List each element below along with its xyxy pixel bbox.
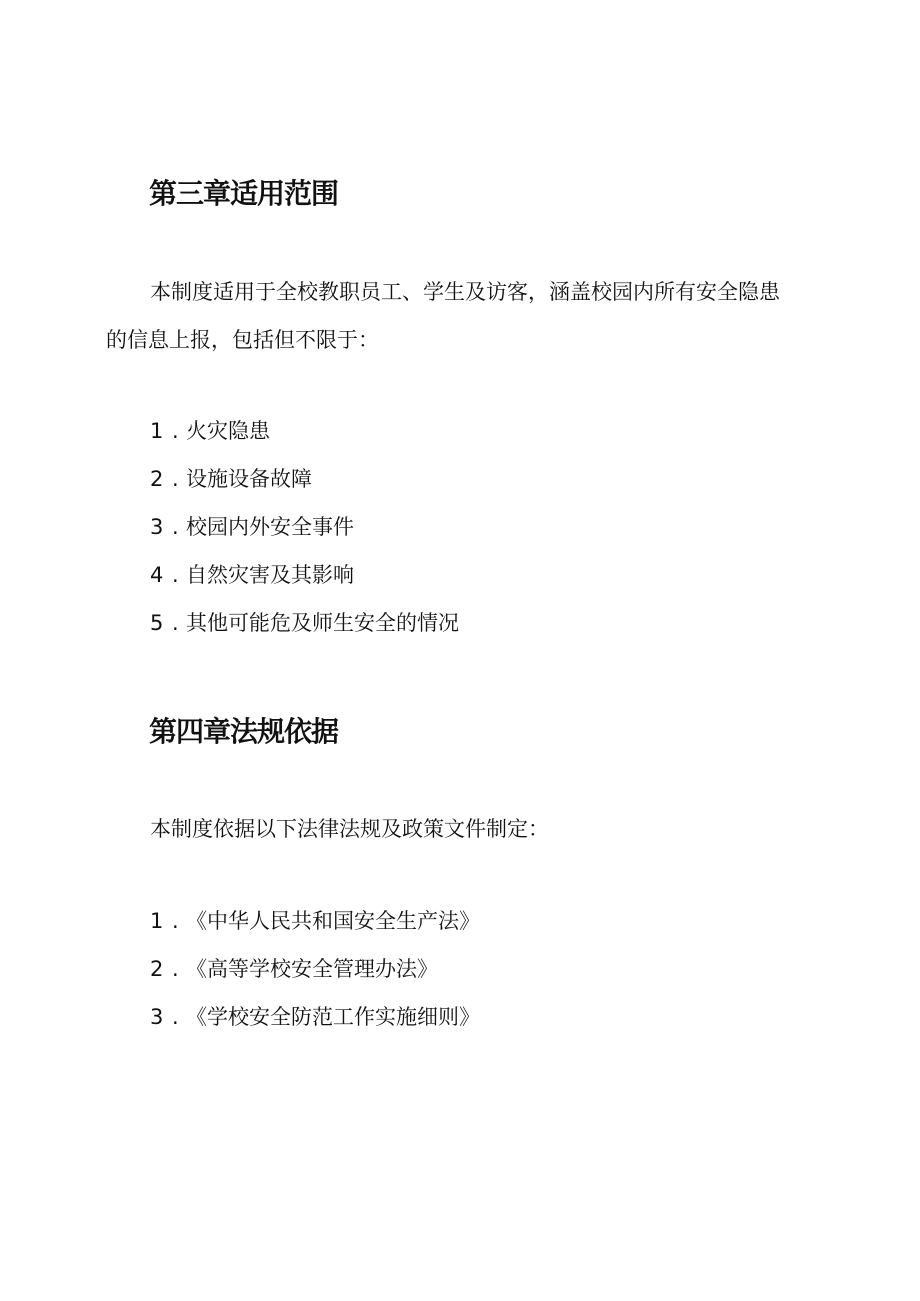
list-item-separator: .	[172, 611, 179, 635]
list-item-number: 2	[150, 467, 164, 491]
chapter-4-list-item	[150, 906, 480, 936]
chapter-4-list-item	[150, 1002, 480, 1032]
list-item-text: 火灾隐患	[186, 419, 270, 443]
list-item-number: 5	[150, 611, 164, 635]
chapter-3-intro-line-2: 的信息上报，包括但不限于：	[106, 328, 379, 352]
list-item-text: 其他可能危及师生安全的情况	[186, 611, 459, 635]
list-item-separator: .	[172, 419, 179, 443]
list-item-separator: .	[172, 563, 179, 587]
list-item-number: 1	[150, 419, 164, 443]
list-item-text: 自然灾害及其影响	[186, 563, 354, 587]
list-item-number: 3	[150, 515, 164, 539]
chapter-3-intro-line-1: 本制度适用于全校教职员工、学生及访客，涵盖校园内所有安全隐患	[150, 280, 780, 304]
chapter-3-intro	[106, 268, 806, 364]
list-item-text: 设施设备故障	[186, 467, 312, 491]
list-item-separator: .	[172, 515, 179, 539]
list-item-text: 校园内外安全事件	[186, 515, 354, 539]
list-item-text: 《高等学校安全管理办法》	[186, 957, 438, 981]
chapter-3-list-item	[150, 464, 312, 494]
list-item-text: 《学校安全防范工作实施细则》	[186, 1005, 480, 1029]
chapter-3-list-item	[150, 512, 354, 542]
chapter-3-list-item	[150, 608, 459, 638]
chapter-3-title: 第三章适用范围	[149, 177, 339, 210]
chapter-3-list-item	[150, 560, 354, 590]
list-item-number: 3	[150, 1005, 164, 1029]
list-item-text: 《中华人民共和国安全生产法》	[186, 909, 480, 933]
list-item-separator: .	[172, 957, 179, 981]
list-item-separator: .	[172, 1005, 179, 1029]
chapter-3-list-item	[150, 416, 270, 446]
list-item-number: 2	[150, 957, 164, 981]
list-item-number: 4	[150, 563, 164, 587]
chapter-4-list-item	[150, 954, 438, 984]
chapter-4-intro: 本制度依据以下法律法规及政策文件制定：	[150, 817, 549, 841]
chapter-4-title: 第四章法规依据	[149, 715, 339, 748]
list-item-number: 1	[150, 909, 164, 933]
list-item-separator: .	[172, 467, 179, 491]
list-item-separator: .	[172, 909, 179, 933]
